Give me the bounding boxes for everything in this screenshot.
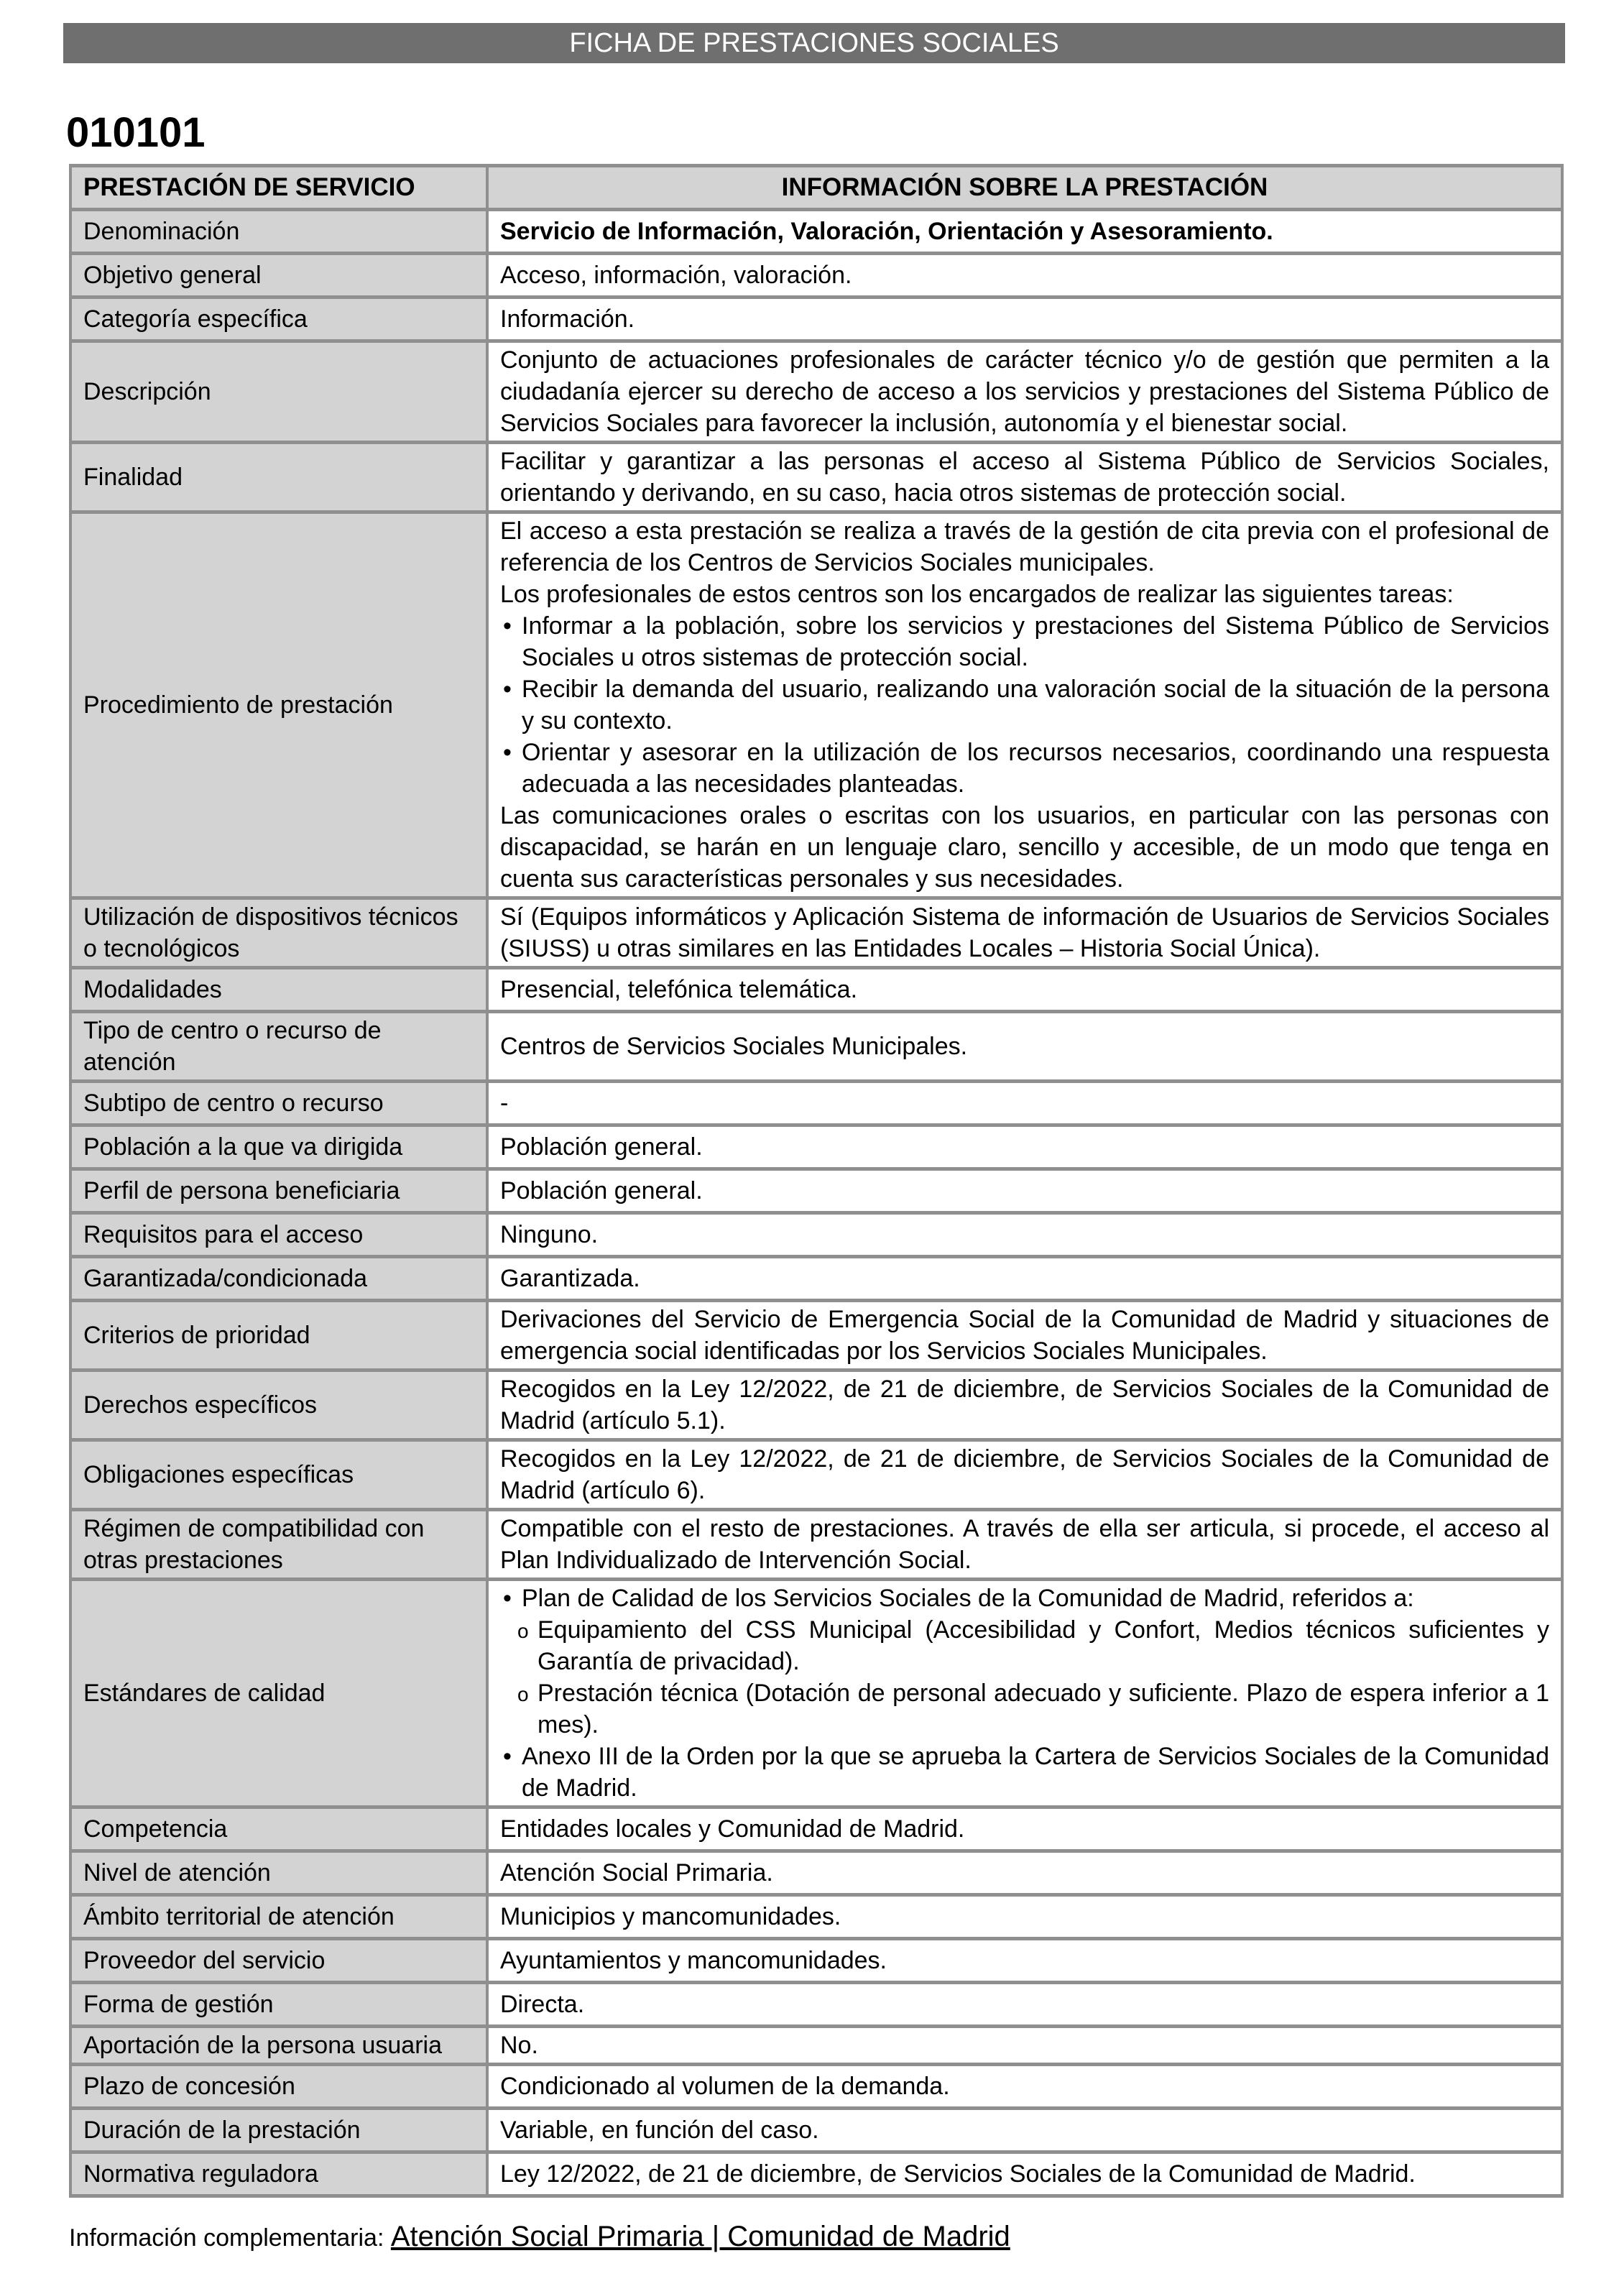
- table-row: [70, 298, 1562, 341]
- table-row: [70, 1301, 1562, 1371]
- complementary-info-label: Información complementaria:: [69, 2224, 391, 2252]
- row-value: Ninguno.: [487, 1213, 1562, 1257]
- table-row: [70, 341, 1562, 443]
- table-row: [70, 1807, 1562, 1851]
- row-value: No.: [487, 2027, 1562, 2065]
- table-row: [70, 2109, 1562, 2152]
- row-label: Duración de la prestación: [70, 2109, 487, 2152]
- row-label: Categoría específica: [70, 298, 487, 341]
- row-label: Población a la que va dirigida: [70, 1125, 487, 1169]
- complementary-info: [69, 2221, 1010, 2254]
- row-value-quality-standards: [487, 1580, 1562, 1807]
- row-label: Nivel de atención: [70, 1851, 487, 1895]
- row-label: Finalidad: [70, 443, 487, 512]
- column-header-information: INFORMACIÓN SOBRE LA PRESTACIÓN: [487, 166, 1562, 210]
- row-value: Ayuntamientos y mancomunidades.: [487, 1939, 1562, 1983]
- list-item: • Informar a la población, sobre los servicios y prestaciones del Sistema Público de Servicios Sociales u otros sistemas de protección social.: [500, 610, 1549, 673]
- table-row: [70, 2152, 1562, 2196]
- table-row: [70, 2027, 1562, 2065]
- row-value: Sí (Equipos informáticos y Aplicación Sistema de información de Usuarios de Servicios Sociales (SIUSS) u otras similares en las Entidades Locales – Historia Social Única).: [487, 898, 1562, 968]
- row-label: Procedimiento de prestación: [70, 512, 487, 898]
- row-value: Entidades locales y Comunidad de Madrid.: [487, 1807, 1562, 1851]
- quality-standards-list-2: [500, 1741, 1549, 1804]
- table-row: [70, 1257, 1562, 1301]
- row-value: Presencial, telefónica telemática.: [487, 968, 1562, 1012]
- row-value: Población general.: [487, 1169, 1562, 1213]
- column-header-service: PRESTACIÓN DE SERVICIO: [70, 166, 487, 210]
- table-row: [70, 1169, 1562, 1213]
- row-value: Derivaciones del Servicio de Emergencia Social de la Comunidad de Madrid y situaciones de emergencia social identificadas por los Servicios Sociales Municipales.: [487, 1301, 1562, 1371]
- service-code: 010101: [66, 109, 206, 156]
- list-item: • Anexo III de la Orden por la que se aprueba la Cartera de Servicios Sociales de la Comunidad de Madrid.: [500, 1741, 1549, 1804]
- procedure-task-list: [500, 610, 1549, 800]
- list-item: o Prestación técnica (Dotación de personal adecuado y suficiente. Plazo de espera inferior a 1 mes).: [515, 1677, 1549, 1741]
- row-value: Atención Social Primaria.: [487, 1851, 1562, 1895]
- row-value: -: [487, 1082, 1562, 1125]
- row-value: Garantizada.: [487, 1257, 1562, 1301]
- row-label: Competencia: [70, 1807, 487, 1851]
- row-label: Tipo de centro o recurso de atención: [70, 1012, 487, 1082]
- row-value: Servicio de Información, Valoración, Orientación y Asesoramiento.: [487, 210, 1562, 254]
- table-row: [70, 1125, 1562, 1169]
- row-label: Ámbito territorial de atención: [70, 1895, 487, 1939]
- row-label: Derechos específicos: [70, 1371, 487, 1440]
- row-label: Perfil de persona beneficiaria: [70, 1169, 487, 1213]
- table-row: [70, 1580, 1562, 1807]
- row-label: Garantizada/condicionada: [70, 1257, 487, 1301]
- list-item: • Recibir la demanda del usuario, realizando una valoración social de la situación de la persona y su contexto.: [500, 673, 1549, 737]
- table-row: [70, 1213, 1562, 1257]
- list-item: [500, 1583, 1549, 1614]
- table-row: [70, 968, 1562, 1012]
- row-label: Utilización de dispositivos técnicos o tecnológicos: [70, 898, 487, 968]
- row-value: Recogidos en la Ley 12/2022, de 21 de diciembre, de Servicios Sociales de la Comunidad de Madrid (artículo 5.1).: [487, 1371, 1562, 1440]
- procedure-intro: El acceso a esta prestación se realiza a través de la gestión de cita previa con el profesional de referencia de los Centros de Servicios Sociales municipales.: [500, 517, 1549, 576]
- row-label: Modalidades: [70, 968, 487, 1012]
- quality-plan-sublist: [500, 1614, 1549, 1741]
- row-value: Compatible con el resto de prestaciones. A través de ella ser articula, si procede, el acceso al Plan Individualizado de Intervención Social.: [487, 1510, 1562, 1580]
- table-row: [70, 1371, 1562, 1440]
- list-item: o Equipamiento del CSS Municipal (Accesibilidad y Confort, Medios técnicos suficientes y Garantía de privacidad).: [515, 1614, 1549, 1677]
- row-value: Variable, en función del caso.: [487, 2109, 1562, 2152]
- table-row: [70, 1939, 1562, 1983]
- row-value: Recogidos en la Ley 12/2022, de 21 de diciembre, de Servicios Sociales de la Comunidad de Madrid (artículo 6).: [487, 1440, 1562, 1510]
- row-label: Estándares de calidad: [70, 1580, 487, 1807]
- table-row: [70, 1510, 1562, 1580]
- row-label: Plazo de concesión: [70, 2065, 487, 2109]
- table-row: [70, 898, 1562, 968]
- table-row: [70, 2065, 1562, 2109]
- table-row: [70, 1012, 1562, 1082]
- row-label: Denominación: [70, 210, 487, 254]
- row-value: Acceso, información, valoración.: [487, 254, 1562, 298]
- table-header-row: [70, 166, 1562, 210]
- row-label: Subtipo de centro o recurso: [70, 1082, 487, 1125]
- row-label: Normativa reguladora: [70, 2152, 487, 2196]
- row-value-procedure: [487, 512, 1562, 898]
- table-row: [70, 1082, 1562, 1125]
- procedure-intro-tasks: Los profesionales de estos centros son los encargados de realizar las siguientes tareas:: [500, 581, 1454, 608]
- row-label: Descripción: [70, 341, 487, 443]
- row-label: Aportación de la persona usuaria: [70, 2027, 487, 2065]
- row-value: Municipios y mancomunidades.: [487, 1895, 1562, 1939]
- row-value: Ley 12/2022, de 21 de diciembre, de Servicios Sociales de la Comunidad de Madrid.: [487, 2152, 1562, 2196]
- row-label: Régimen de compatibilidad con otras prestaciones: [70, 1510, 487, 1580]
- service-info-table: [69, 164, 1564, 2198]
- row-label: Forma de gestión: [70, 1983, 487, 2027]
- row-value: Conjunto de actuaciones profesionales de carácter técnico y/o de gestión que permiten a la ciudadanía ejercer su derecho de acceso a los servicios y prestaciones del Sistema Público de Servicios Sociales para favorecer la inclusión, autonomía y el bienestar social.: [487, 341, 1562, 443]
- row-value: Directa.: [487, 1983, 1562, 2027]
- row-label: Proveedor del servicio: [70, 1939, 487, 1983]
- quality-standards-list: [500, 1583, 1549, 1614]
- row-value: Población general.: [487, 1125, 1562, 1169]
- table-row: [70, 1895, 1562, 1939]
- quality-plan-text: Plan de Calidad de los Servicios Sociales de la Comunidad de Madrid, referidos a:: [522, 1585, 1414, 1612]
- row-label: Requisitos para el acceso: [70, 1213, 487, 1257]
- table-row: [70, 512, 1562, 898]
- row-value: Información.: [487, 298, 1562, 341]
- complementary-info-link[interactable]: Atención Social Primaria | Comunidad de Madrid: [390, 2221, 1010, 2252]
- row-label: Criterios de prioridad: [70, 1301, 487, 1371]
- procedure-outro: Las comunicaciones orales o escritas con los usuarios, en particular con las personas con discapacidad, se harán en un lenguaje claro, sencillo y accesible, de un modo que tenga en cuenta sus características personales y sus necesidades.: [500, 802, 1549, 893]
- list-item: • Orientar y asesorar en la utilización de los recursos necesarios, coordinando una respuesta adecuada a las necesidades planteadas.: [500, 737, 1549, 800]
- table-row: [70, 1983, 1562, 2027]
- table-row: [70, 1440, 1562, 1510]
- document-banner: FICHA DE PRESTACIONES SOCIALES: [63, 23, 1565, 63]
- table-row: [70, 254, 1562, 298]
- row-label: Objetivo general: [70, 254, 487, 298]
- table-row: [70, 210, 1562, 254]
- row-label: Obligaciones específicas: [70, 1440, 487, 1510]
- row-value: Facilitar y garantizar a las personas el acceso al Sistema Público de Servicios Sociales, orientando y derivando, en su caso, hacia otros sistemas de protección social.: [487, 443, 1562, 512]
- table-row: [70, 443, 1562, 512]
- table-row: [70, 1851, 1562, 1895]
- row-value: Centros de Servicios Sociales Municipales.: [487, 1012, 1562, 1082]
- row-value: Condicionado al volumen de la demanda.: [487, 2065, 1562, 2109]
